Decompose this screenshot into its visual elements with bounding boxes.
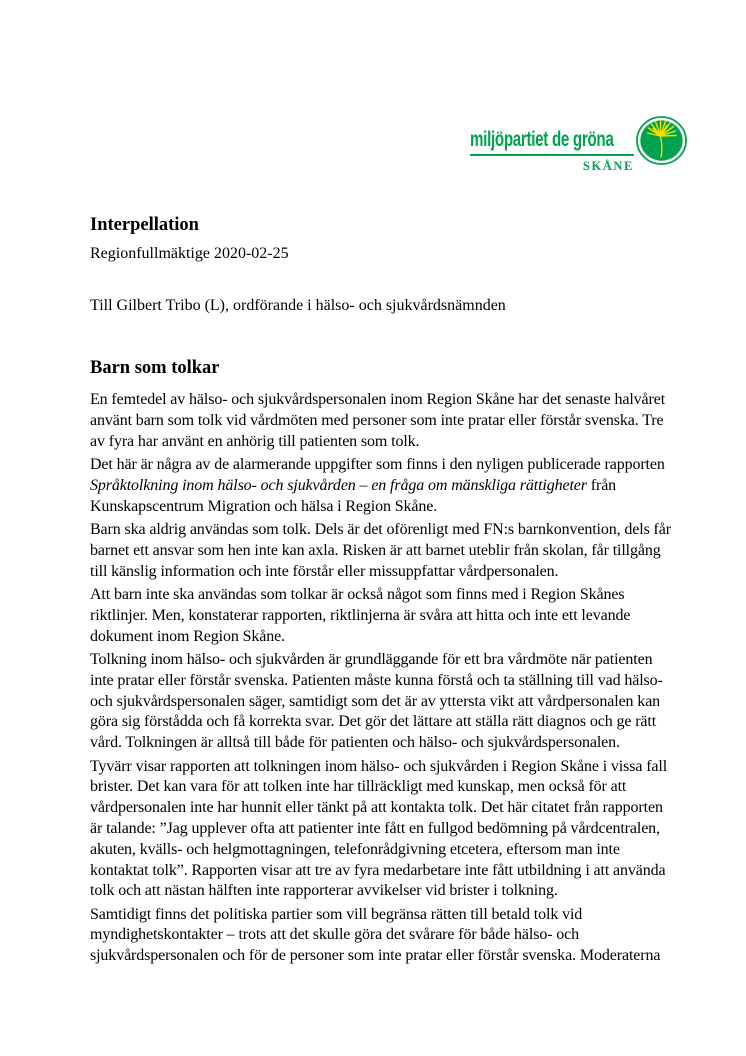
paragraph-2 bbox=[90, 455, 672, 517]
paragraph-7 bbox=[90, 905, 672, 967]
document-recipient-line: Till Gilbert Tribo (L), ordförande i hälso- och sjukvårdsnämnden bbox=[90, 297, 506, 314]
logo-underline bbox=[470, 154, 634, 156]
section-heading: Barn som tolkar bbox=[90, 358, 220, 378]
paragraph-4 bbox=[90, 585, 672, 647]
party-logo bbox=[470, 116, 687, 174]
document-title: Interpellation bbox=[90, 215, 199, 235]
paragraph-text: En femtedel av hälso- och sjukvårdspersonalen inom Region Skåne har det senaste halvåret använt barn som tolk vid vårdmöten med personer som inte pratar eller förstår svenska. Tre av fyra har använt en anhörig till patienten som tolk. bbox=[90, 391, 666, 450]
logo-region-label: SKÅNE bbox=[582, 159, 634, 173]
paragraph-text: Att barn inte ska användas som tolkar är också något som finns med i Region Skånes riktlinjer. Men, konstaterar rapporten, riktlinjerna är svåra att hitta och inte ett levande dokument inom Region Skåne. bbox=[90, 585, 631, 645]
paragraph-text: Tolkning inom hälso- och sjukvården är grundläggande för ett bra vårdmöte när patienten inte pratar eller förstår svenska. Patienten måste kunna förstå och ta ställning till vad hälso- och sjukvårdspersonalen säger, samtidigt som det är av yttersta vikt att vårdpersonalen kan göra sig förstådda och få korrekta svar. Det gör det lättare att ställa rätt diagnos och ge rätt vård. Tolkningen är alltså till både för patienten och hälso- och sjukvårdspersonalen. bbox=[90, 650, 663, 752]
paragraph-text: Barn ska aldrig användas som tolk. Dels är det oförenligt med FN:s barnkonvention, dels får barnet ett ansvar som hen inte kan axla. Risken är att barnet uteblir från skolan, får tillgång till känslig information och inte förstår eller missuppfattar vårdpersonalen. bbox=[90, 520, 671, 580]
paragraph-6 bbox=[90, 757, 672, 903]
document-meta-line: Regionfullmäktige 2020-02-25 bbox=[90, 245, 289, 262]
paragraph-5 bbox=[90, 650, 672, 754]
paragraph-text: Samtidigt finns det politiska partier som vill begränsa rätten till betald tolk vid myndighetskontakter – trots att det skulle göra det svårare för både hälso- och sjukvårdspersonalen och för de personer som inte pratar eller förstår svenska. Moderaterna bbox=[90, 905, 661, 965]
paragraph-1 bbox=[90, 390, 672, 452]
document-body bbox=[90, 390, 672, 970]
paragraph-text: Det här är några av de alarmerande uppgifter som finns i den nyligen publicerade rapporten bbox=[90, 455, 665, 473]
paragraph-3 bbox=[90, 520, 672, 582]
party-logo-text-block bbox=[470, 116, 634, 174]
party-wordmark: miljöpartiet de gröna bbox=[470, 128, 614, 151]
report-title-italic: Språktolkning inom hälso- och sjukvården – en fråga om mänskliga rättigheter bbox=[90, 476, 587, 494]
dandelion-icon bbox=[636, 116, 687, 165]
paragraph-text: Tyvärr visar rapporten att tolkningen inom hälso- och sjukvården i Region Skåne i vissa fall brister. Det kan vara för att tolken inte har tillräckligt med kunskap, men också för att vårdpersonalen inte har hunnit eller tänkt på att kontakta tolk. Det här citatet från rapporten är talande: ”Jag upplever ofta att patienter inte fått en fullgod bedömning på vårdcentralen, akuten, kvälls- och helgmottagningen, telefonrådgivning etcetera, eftersom man inte kontaktat tolk”. Rapporten visar att tre av fyra medarbetare inte fått utbildning i att använda tolk och att nästan hälften inte rapporterar avvikelser vid brister i tolkning. bbox=[90, 757, 668, 900]
paragraph-text: från Kunskapscentrum Migration och hälsa i Region Skåne. bbox=[90, 476, 617, 515]
